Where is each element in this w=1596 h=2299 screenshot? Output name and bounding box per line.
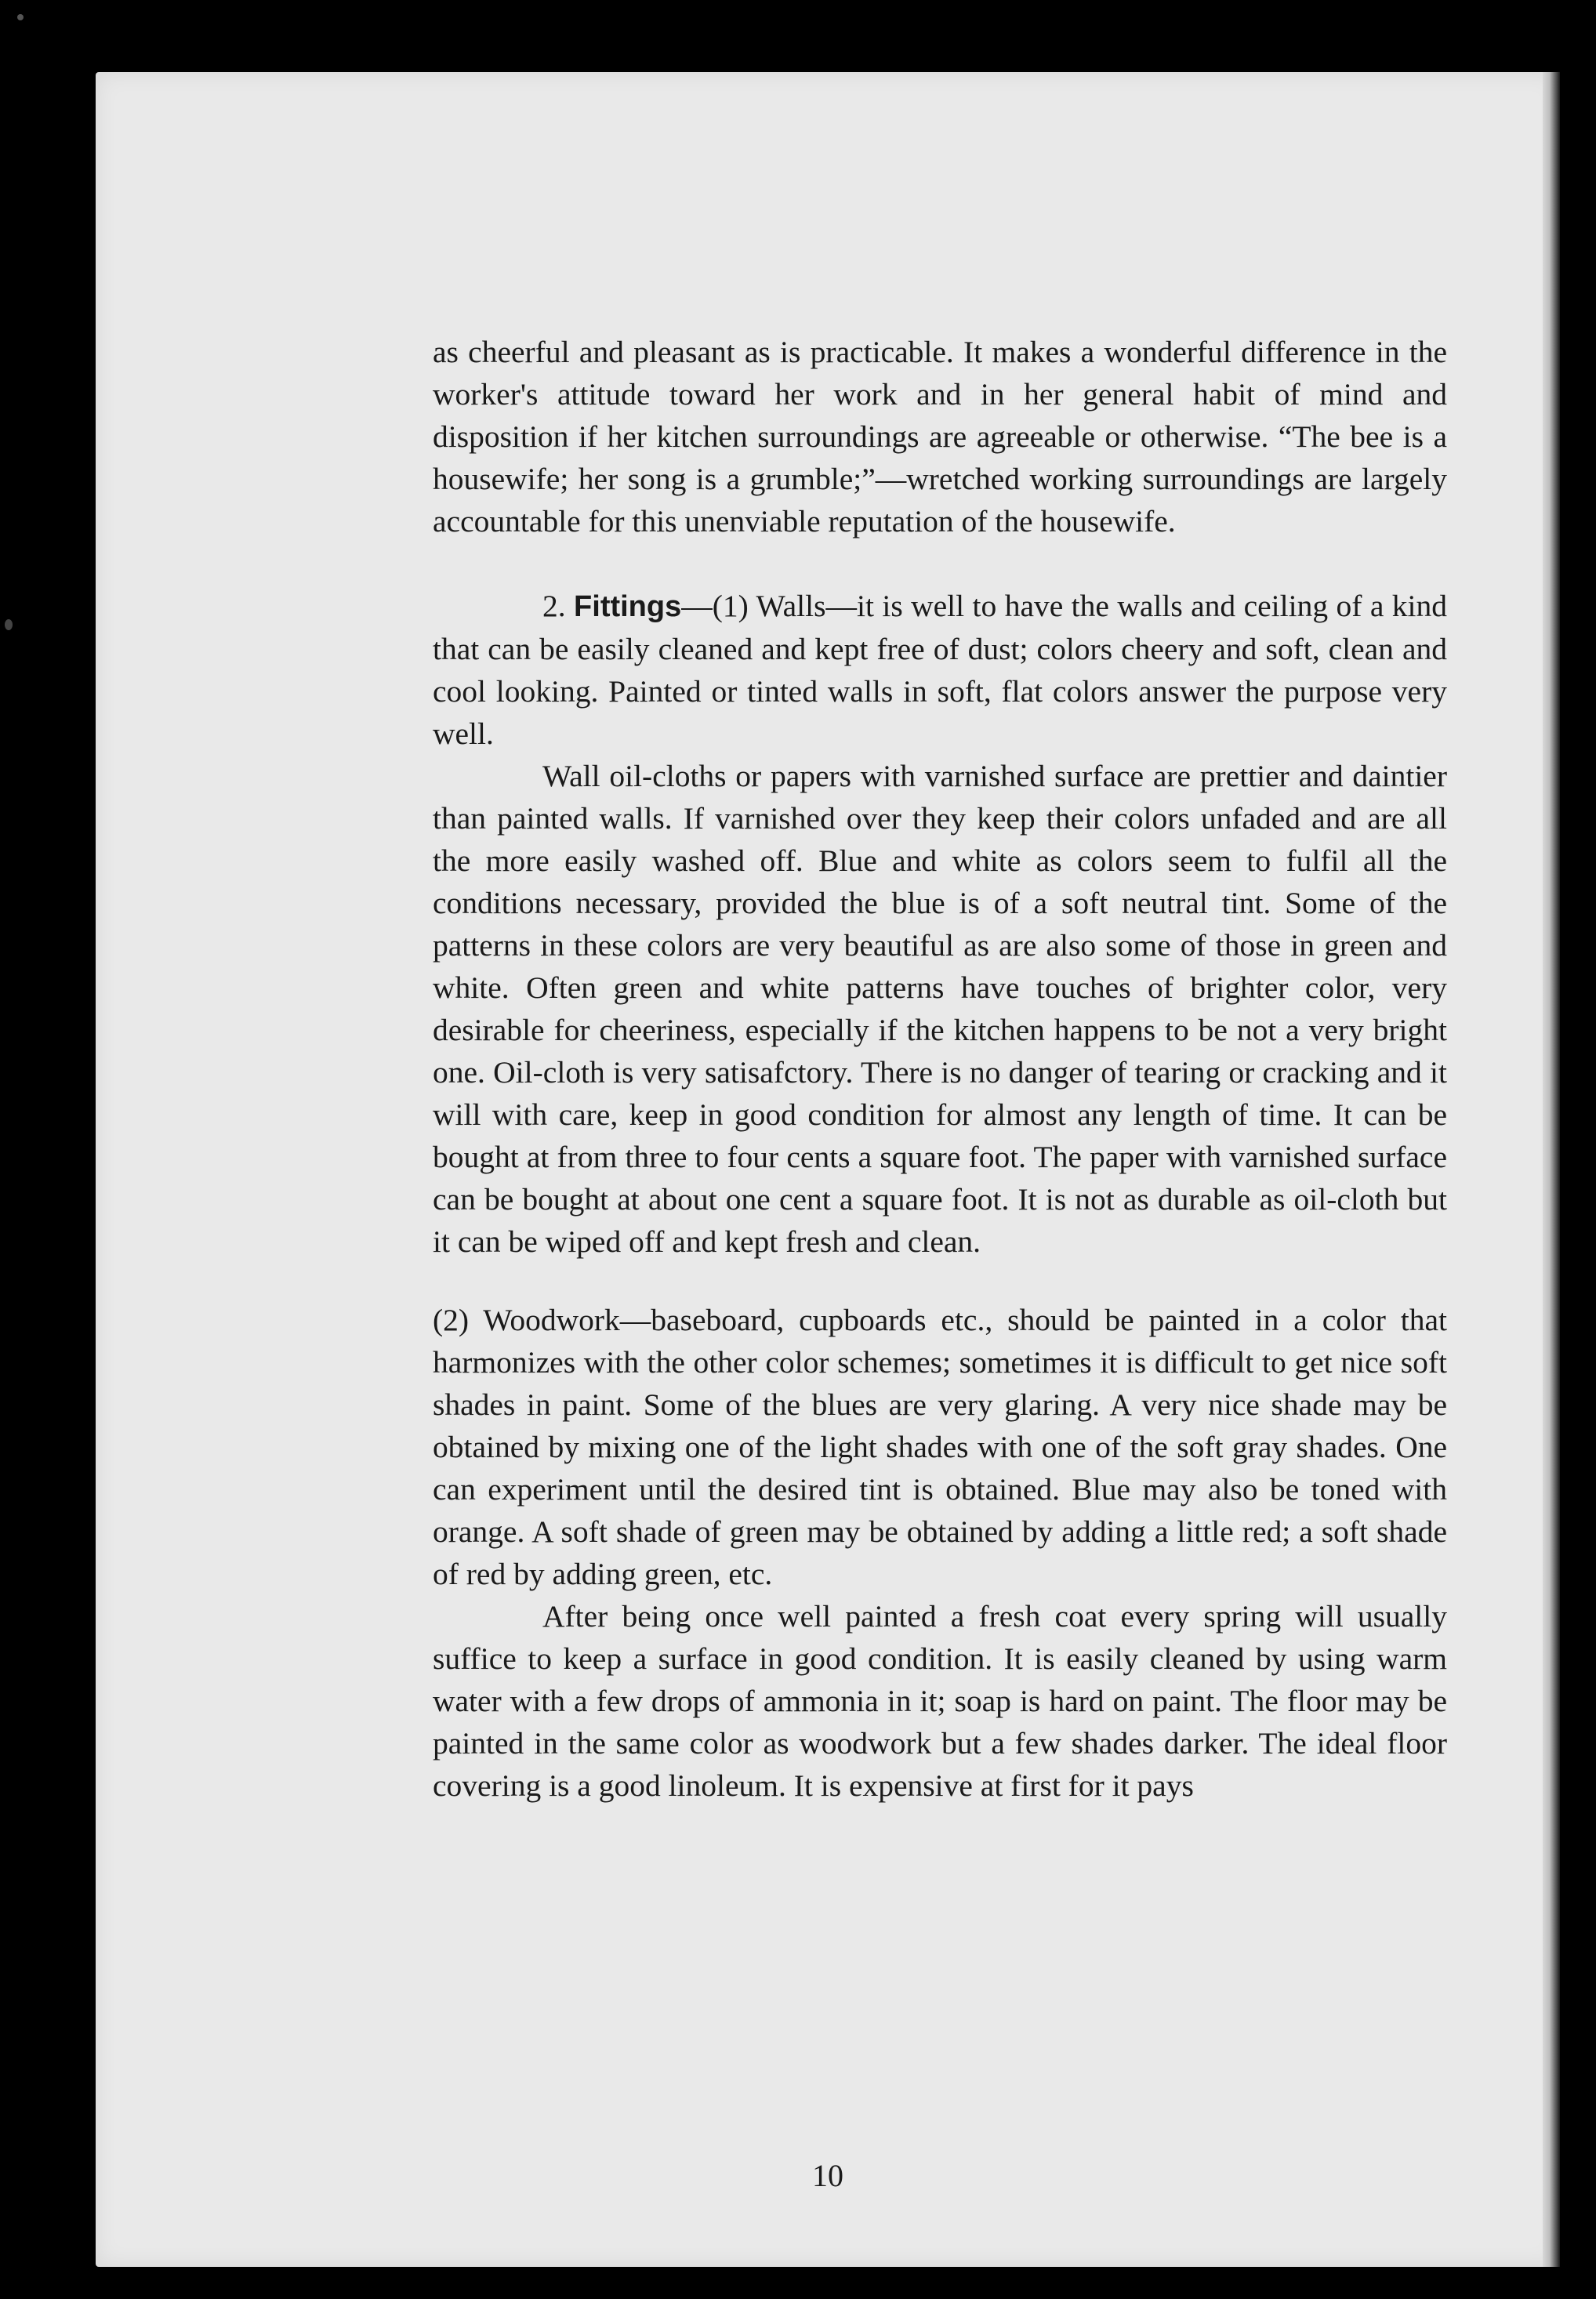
section-heading: Fittings bbox=[574, 590, 682, 623]
body-text bbox=[433, 331, 1447, 1807]
paragraph-1: as cheerful and pleasant as is practicable. It makes a wonderful difference in the worker's attitude toward her work and in her general habit of mind and disposition if her kitchen surroundings are agreeable or otherwise. “The bee is a housewife; her song is a grumble;”—wretched working surroundings are largely accountable for this unenviable reputation of the housewife. bbox=[433, 335, 1447, 538]
book-page bbox=[96, 72, 1560, 2267]
scan-speck bbox=[5, 619, 13, 630]
scan-speck bbox=[17, 14, 24, 20]
paragraph-3: Wall oil-cloths or papers with varnished surface are prettier and daintier than painted walls. If varnished over they keep their colors unfaded and are all the more easily washed off. Blue and white as colors seem to fulfil all the conditions necessary, provided the blue is of a soft neutral tint. Some of the patterns in these colors are very beautiful as are also some of those in green and white. Often green and white patterns have touches of brighter color, very desirable for cheeriness, especially if the kitchen happens to be not a very bright one. Oil-cloth is very satisafctory. There is no danger of tearing or cracking and it will with care, keep in good condition for almost any length of time. It can be bought at from three to four cents a square foot. The paper with varnished surface can be bought at about one cent a square foot. It is not as durable as oil-cloth but it can be wiped off and kept fresh and clean. bbox=[433, 759, 1447, 1259]
paragraph-2-text: —(1) Walls—it is well to have the walls and ceiling of a kind that can be easily cleaned and kept free of dust; colors cheery and soft, clean and cool looking. Painted or tinted walls in soft, flat colors answer the purpose very well. bbox=[433, 589, 1448, 751]
section-number: 2. bbox=[542, 589, 566, 623]
book-spine-edge bbox=[1543, 72, 1560, 2267]
paragraph-2 bbox=[433, 585, 1447, 755]
paragraph-5: After being once well painted a fresh coat every spring will usually suffice to keep a surface in good condition. It is easily cleaned by using warm water with a few drops of ammonia in it; soap is hard on paint. The floor may be painted in the same color as woodwork but a few shades darker. The ideal floor covering is a good linoleum. It is expensive at first for it pays bbox=[433, 1599, 1447, 1803]
paragraph-4: (2) Woodwork—baseboard, cupboards etc., should be painted in a color that harmonizes with the other color schemes; sometimes it is difficult to get nice soft shades in paint. Some of the blues are very glaring. A very nice shade may be obtained by mixing one of the light shades with one of the soft gray shades. One can experiment until the desired tint is obtained. Blue may also be toned with orange. A soft shade of green may be obtained by adding a little red; a soft shade of red by adding green, etc. bbox=[433, 1303, 1447, 1591]
page-number: 10 bbox=[812, 2158, 843, 2193]
